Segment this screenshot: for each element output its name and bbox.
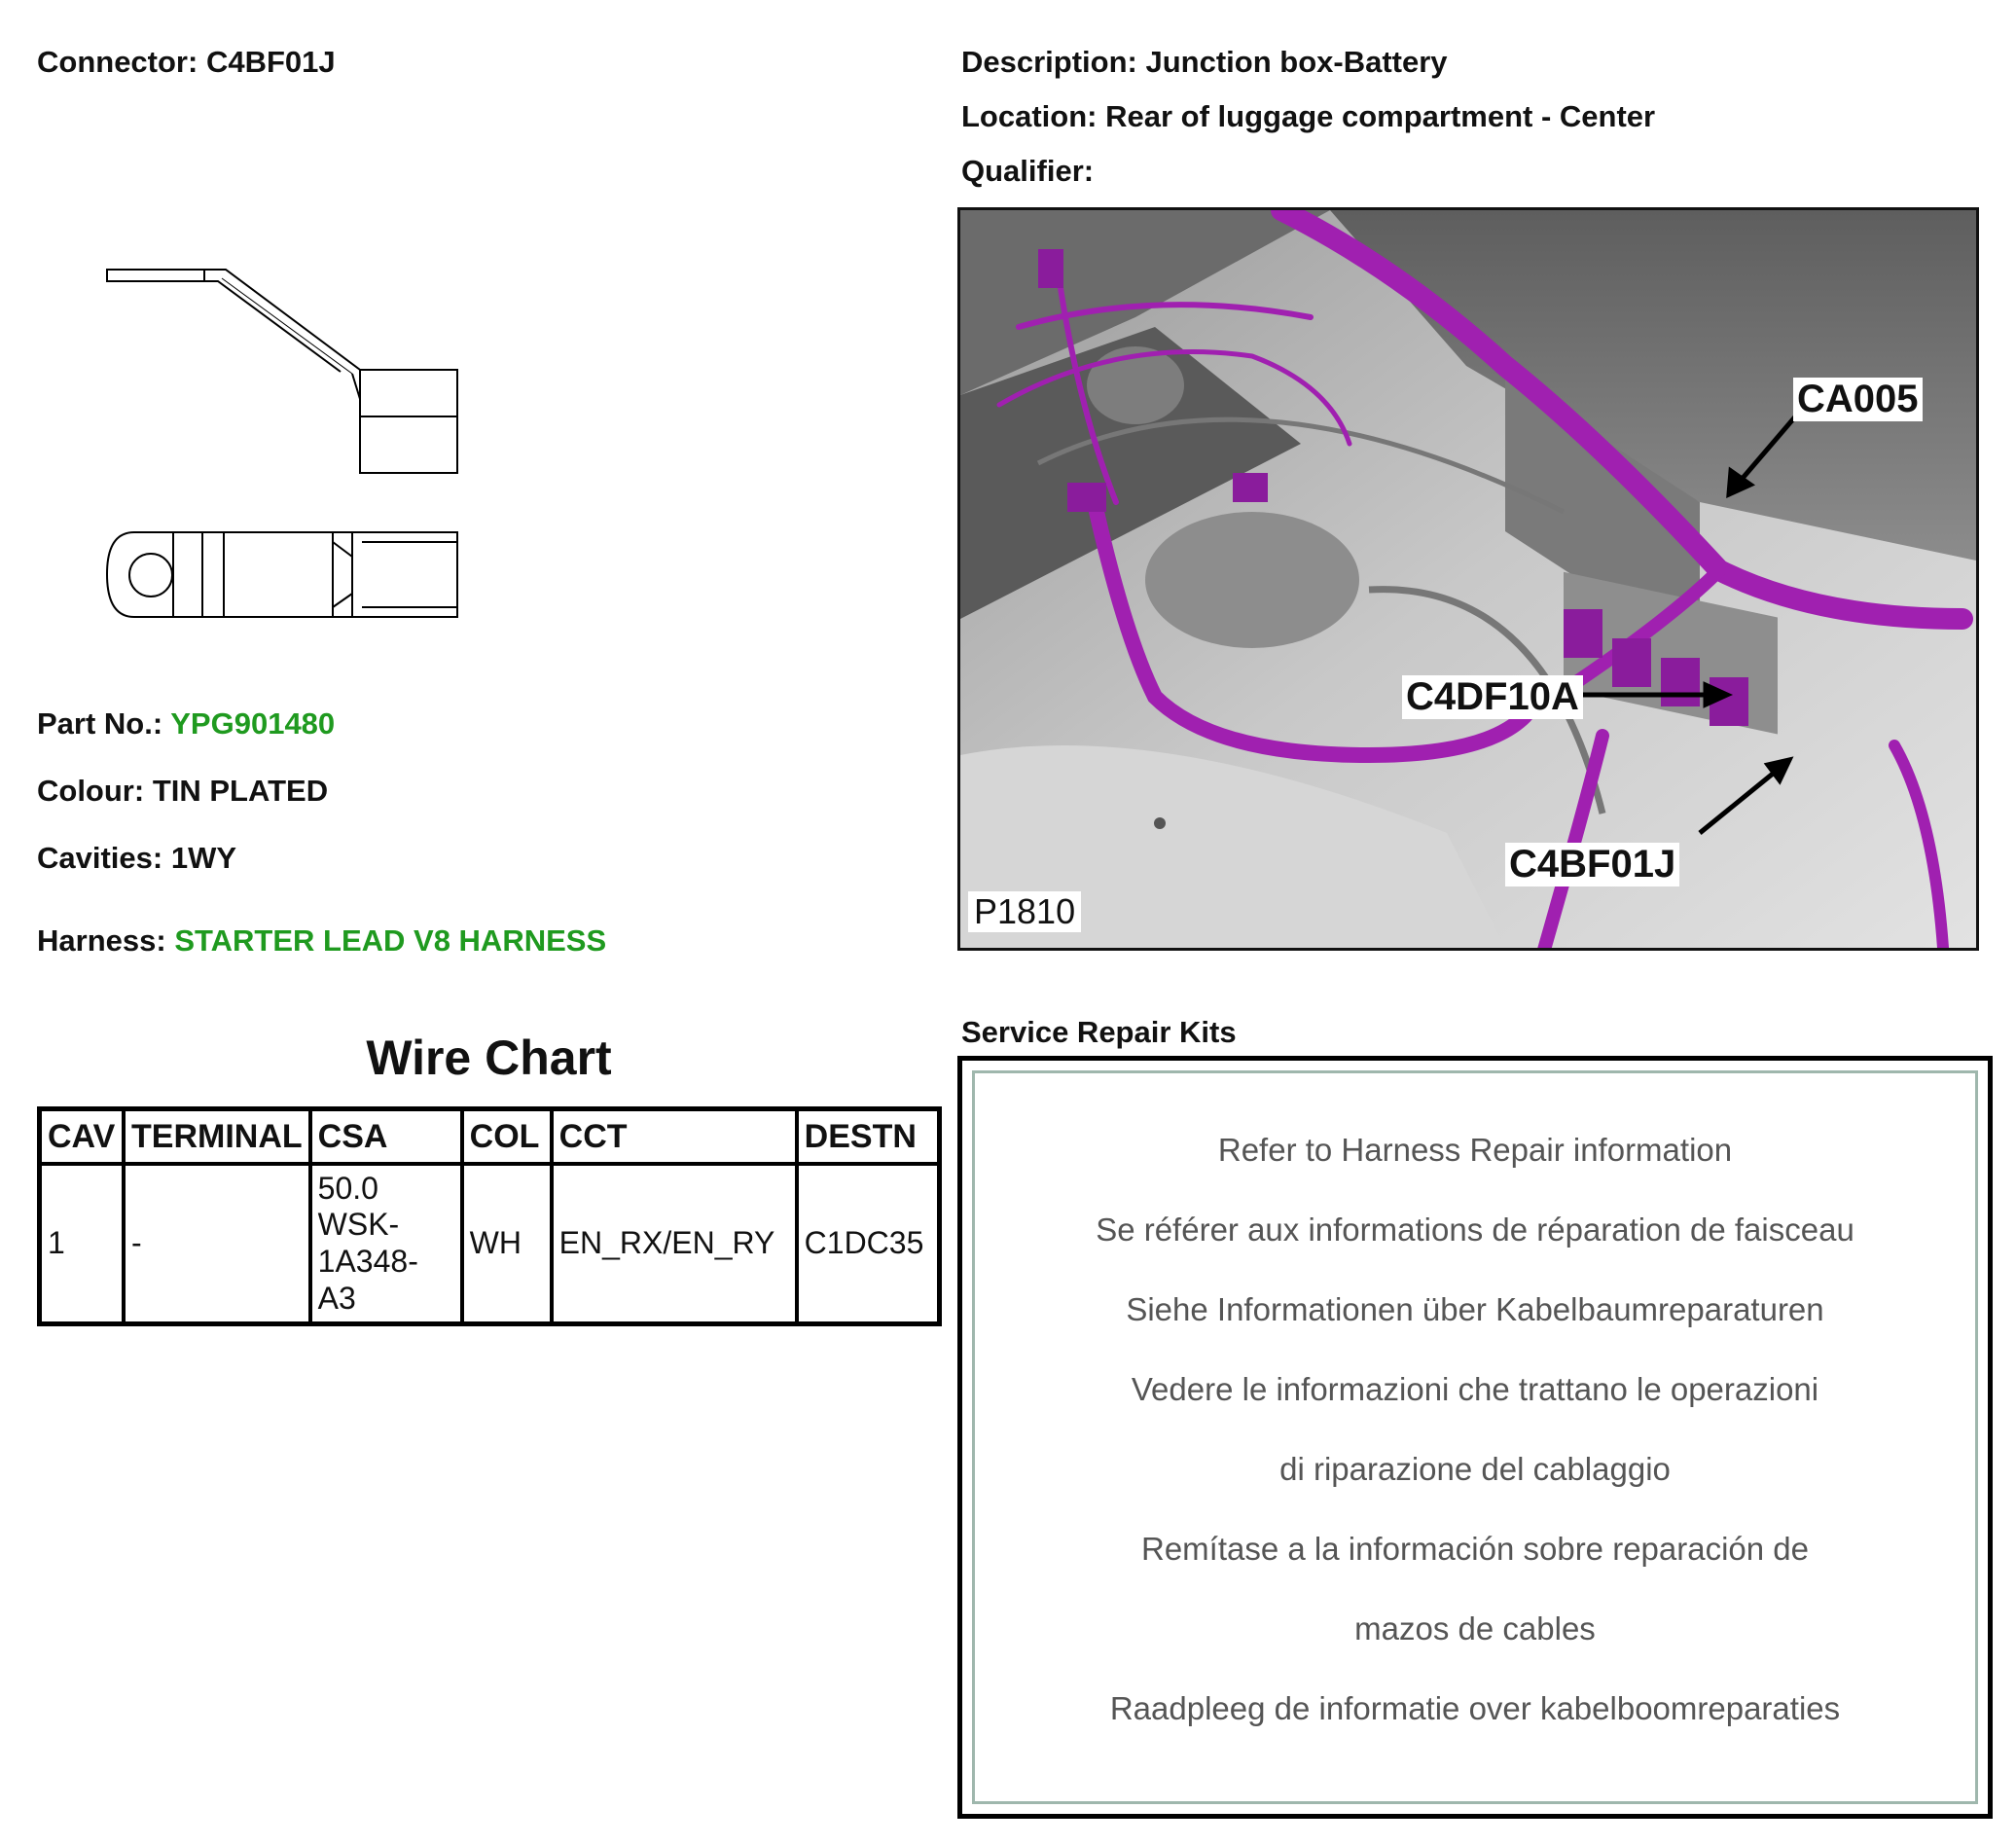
colour-row xyxy=(37,774,328,809)
description-row xyxy=(961,45,1448,80)
header-col: COL xyxy=(462,1109,552,1165)
header-csa: CSA xyxy=(310,1109,462,1165)
table-row xyxy=(40,1164,940,1324)
cell-csa xyxy=(310,1164,462,1324)
kit-line: Se référer aux informations de réparation de faisceau xyxy=(1096,1212,1854,1248)
kit-line: Remítase a la información sobre reparación de xyxy=(1140,1531,1810,1567)
cavities-value: 1WY xyxy=(170,841,237,875)
callout-c4df10a: C4DF10A xyxy=(1402,675,1583,719)
harness-label: Harness: xyxy=(37,923,166,958)
header-terminal: TERMINAL xyxy=(124,1109,310,1165)
service-kits-inner xyxy=(972,1070,1978,1804)
part-no-label: Part No.: xyxy=(37,706,163,741)
kit-line: Raadpleeg de informatie over kabelboomreparaties xyxy=(1109,1690,1841,1726)
cavities-label: Cavities: xyxy=(37,841,163,875)
connector-label: Connector: xyxy=(37,45,198,79)
location-label: Location: xyxy=(961,99,1098,133)
location-row xyxy=(961,99,1655,134)
location-photo-illustration xyxy=(960,210,1976,948)
qualifier-row xyxy=(961,154,1094,189)
colour-label: Colour: xyxy=(37,774,145,808)
location-photo xyxy=(957,207,1979,951)
cavities-row xyxy=(37,841,236,876)
connector-row xyxy=(37,45,336,80)
wire-chart-table xyxy=(37,1106,942,1326)
harness-value: STARTER LEAD V8 HARNESS xyxy=(174,923,607,958)
cell-col: WH xyxy=(462,1164,552,1324)
part-no-value: YPG901480 xyxy=(170,706,336,741)
kit-line: Siehe Informationen über Kabelbaumreparaturen xyxy=(1126,1291,1824,1327)
callout-ca005: CA005 xyxy=(1793,378,1923,421)
kit-line: Refer to Harness Repair information xyxy=(1217,1132,1733,1168)
location-value: Rear of luggage compartment - Center xyxy=(1105,99,1656,133)
wire-chart-header-row xyxy=(40,1109,940,1165)
cell-terminal: - xyxy=(124,1164,310,1324)
kit-line: mazos de cables xyxy=(1354,1610,1596,1646)
qualifier-label: Qualifier: xyxy=(961,154,1095,188)
cell-cct: EN_RX/EN_RY xyxy=(552,1164,797,1324)
service-kits-title: Service Repair Kits xyxy=(961,1015,1237,1049)
callout-c4bf01j: C4BF01J xyxy=(1505,843,1679,886)
header-cct: CCT xyxy=(552,1109,797,1165)
photo-reference: P1810 xyxy=(968,891,1081,932)
header-cav: CAV xyxy=(40,1109,125,1165)
wire-chart-title: Wire Chart xyxy=(366,1031,612,1085)
cell-csa-text: 50.0 WSK-1A348-A3 xyxy=(317,1170,418,1316)
connector-terminal-drawing xyxy=(97,255,467,625)
description-value: Junction box-Battery xyxy=(1145,45,1448,79)
part-no-row xyxy=(37,706,335,742)
connector-value: C4BF01J xyxy=(205,45,336,79)
kit-line: di riparazione del cablaggio xyxy=(1279,1451,1671,1487)
description-label: Description: xyxy=(961,45,1137,79)
colour-value: TIN PLATED xyxy=(152,774,329,808)
cell-cav: 1 xyxy=(40,1164,125,1324)
service-kits-box xyxy=(957,1056,1993,1819)
cell-destn: C1DC35 xyxy=(797,1164,940,1324)
kit-line: Vedere le informazioni che trattano le operazioni xyxy=(1131,1371,1819,1407)
harness-row xyxy=(37,923,606,959)
header-destn: DESTN xyxy=(797,1109,940,1165)
